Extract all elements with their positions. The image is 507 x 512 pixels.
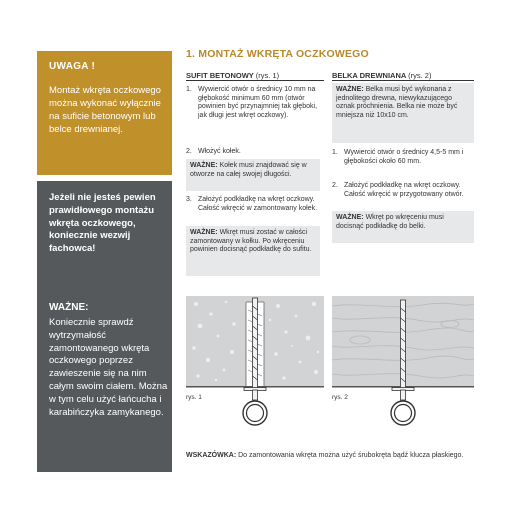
note-text: Kołek musi znajdować się w otworze na całej swojej długości.: [190, 162, 307, 178]
step-text: Wywiercić otwór o średnicy 10 mm na głębokość minimum 60 mm (otwór powinien być przynajmniej tak głęboki, jak długi jest wkręt oczkowy).: [198, 86, 318, 119]
step-number: 2.: [186, 148, 192, 155]
right-heading-ref: (rys. 2): [408, 71, 432, 80]
note-label: WAŻNE:: [190, 229, 218, 236]
warning-text: Montaż wkręta oczkowego można wykonać wyłącznie na suficie betonowym lub belce drewnianej.: [49, 85, 161, 135]
left-heading-ref: (rys. 1): [255, 71, 280, 80]
section-title: 1. MONTAŻ WKRĘTA OCZKOWEGO: [186, 48, 369, 60]
left-note-1: [186, 159, 320, 191]
right-heading-text: BELKA DREWNIANA: [332, 71, 407, 80]
note-text: Belka musi być wykonana z jednolitego drewna, niewykazującego oznak próchnienia. Belka nie może być mniejsza niż 10x10 cm.: [336, 86, 458, 119]
screw-shank: [401, 300, 406, 390]
warning-title: UWAGA !: [49, 61, 96, 72]
hint-text: Do zamontowania wkręta można użyć śrubokręta bądź klucza płaskiego.: [238, 452, 464, 459]
right-note: [332, 211, 474, 243]
note-label: WAŻNE:: [336, 214, 364, 221]
step-number: 1.: [332, 149, 338, 156]
step-text: Założyć podkładkę na wkręt oczkowy. Całość wkręcić w zamontowany kołek.: [198, 196, 318, 212]
step-number: 3.: [186, 196, 192, 203]
figure-1-caption: rys. 1: [186, 394, 202, 401]
step-number: 2.: [332, 182, 338, 189]
left-note-2: [186, 226, 320, 276]
step-text: Włożyć kołek.: [198, 148, 241, 155]
right-heading-rule: [332, 80, 474, 81]
figure-concrete-ceiling: [186, 296, 324, 430]
figure-wooden-beam: [332, 296, 474, 430]
hint-note: [186, 451, 476, 460]
step-number: 1.: [186, 86, 192, 93]
left-heading-text: SUFIT BETONOWY: [186, 71, 254, 80]
note-label: WAŻNE:: [336, 86, 364, 93]
important-text: Koniecznie sprawdź wytrzymałość zamontowanego wkręta oczkowego poprzez zawieszenie się na nim całym swoim ciałem. Można w tym celu użyć łańcucha i karabińczyka zamykanego.: [49, 317, 168, 418]
important-title: WAŻNE:: [49, 302, 89, 313]
hint-label: WSKAZÓWKA:: [186, 452, 237, 459]
figure-2-caption: rys. 2: [332, 394, 348, 401]
info-panel: [37, 181, 172, 472]
note-text: Wkręt musi zostać w całości zamontowany w kołku. Po wkręceniu powinien docisnąć podkładkę do sufitu.: [190, 229, 312, 254]
step-text: Wywiercić otwór o średnicy 4,5-5 mm i głębokości około 60 mm.: [344, 149, 464, 165]
step-text: Założyć podkładkę na wkręt oczkowy. Całość wkręcić w przygotowany otwór.: [344, 182, 464, 198]
left-column-heading: [186, 71, 279, 80]
left-heading-rule: [186, 80, 324, 81]
warning-panel: [37, 51, 172, 175]
note-label: WAŻNE:: [190, 162, 218, 169]
right-intro-note: [332, 83, 474, 143]
note-text: Wkręt po wkręceniu musi docisnąć podkładkę do belki.: [336, 214, 444, 230]
notice-text: Jeżeli nie jesteś pewien prawidłowego montażu wkręta oczkowego, koniecznie wezwij fachowca!: [49, 192, 156, 255]
right-column-heading: [332, 71, 431, 80]
